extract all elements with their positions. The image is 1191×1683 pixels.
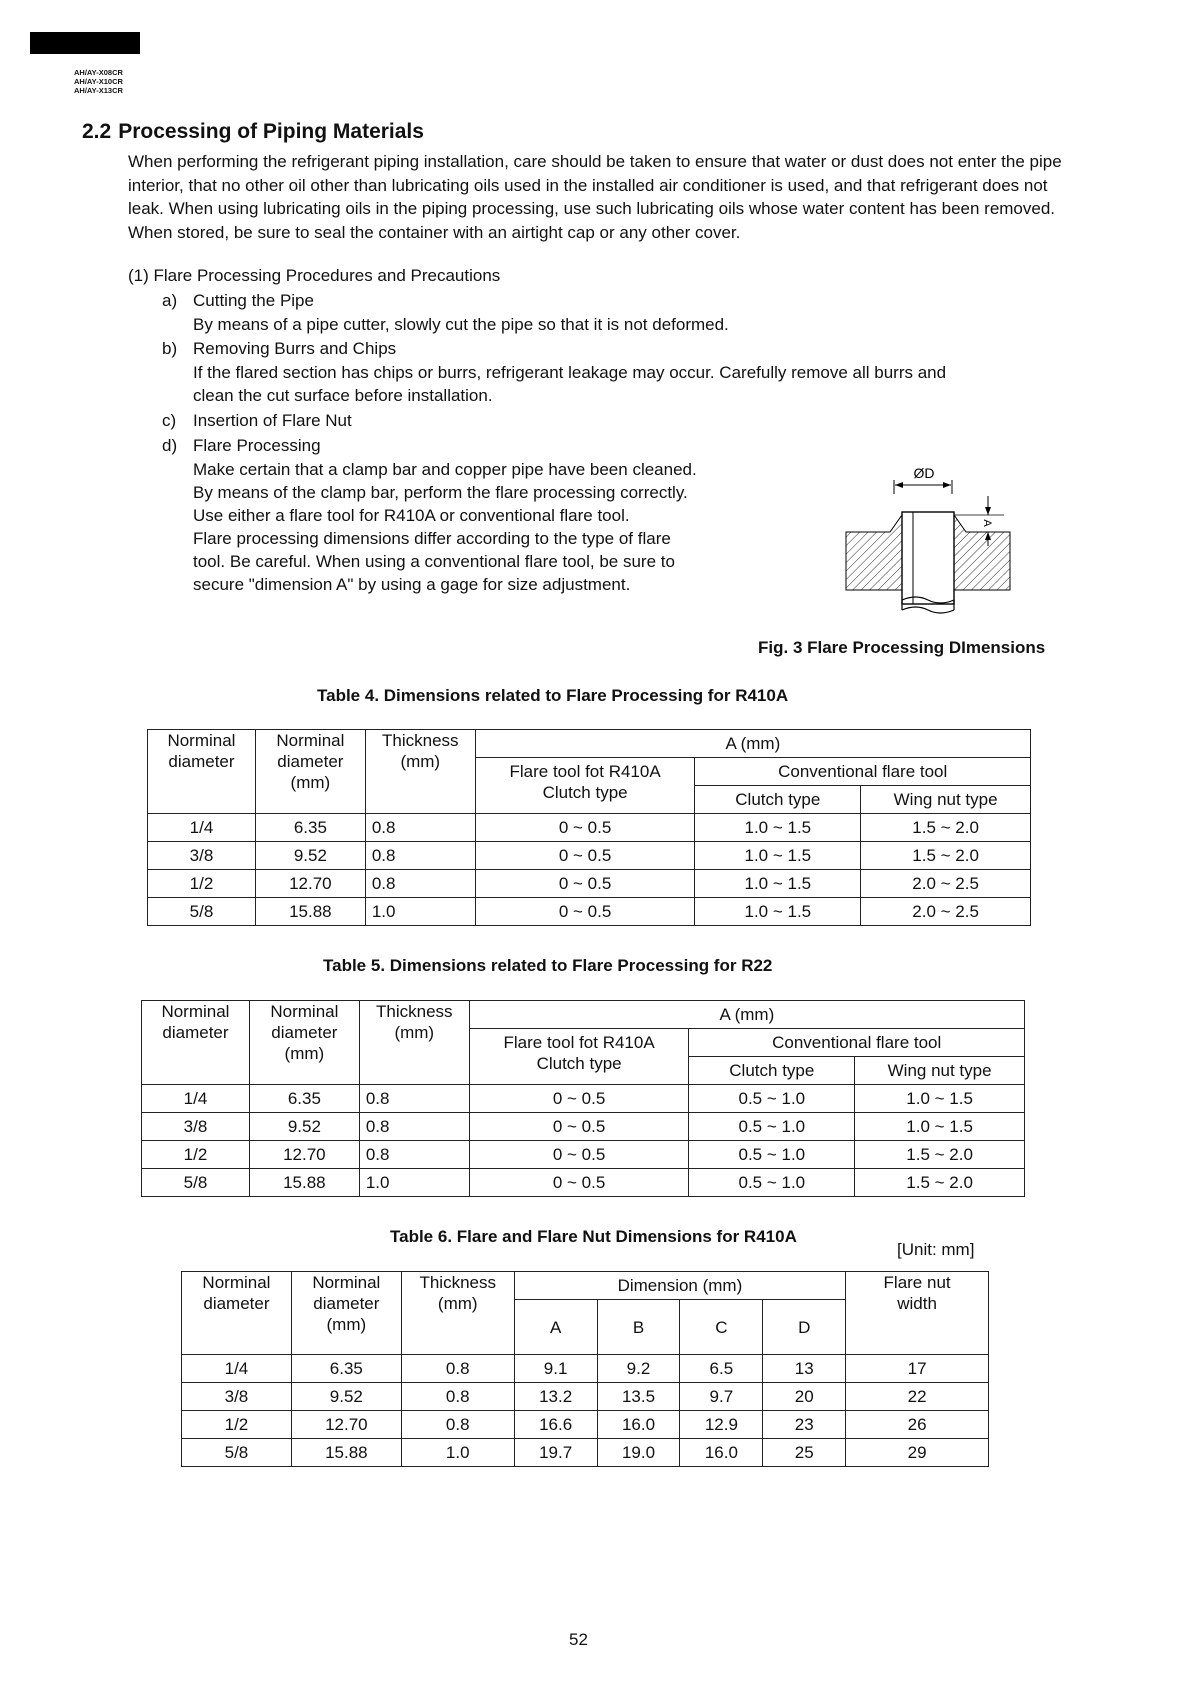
step-title: Flare Processing (193, 436, 321, 455)
step-d-title (162, 434, 321, 457)
header-cell: Norminal diameter (mm) (255, 730, 365, 814)
table-cell: 20 (763, 1383, 846, 1411)
diameter-label: ØD (913, 465, 935, 481)
table-cell: 0 ~ 0.5 (475, 814, 695, 842)
table-cell: 15.88 (249, 1169, 359, 1197)
header-cell: A (mm) (475, 730, 1030, 758)
table-row (182, 1355, 989, 1383)
table-cell: 22 (846, 1383, 989, 1411)
header-cell: Flare nut width (846, 1272, 989, 1355)
table-cell: 13.2 (514, 1383, 597, 1411)
table-row (142, 1169, 1025, 1197)
table-cell: 6.35 (249, 1085, 359, 1113)
step-b-body-line: If the flared section has chips or burrs, refrigerant leakage may occur. Carefully remove all burrs and (193, 363, 947, 382)
unit-label: [Unit: mm] (897, 1240, 975, 1259)
table-cell: 9.2 (597, 1355, 680, 1383)
table-cell: 9.7 (680, 1383, 763, 1411)
dimension-a-label: A (981, 519, 993, 527)
table-cell: 0.5 ~ 1.0 (689, 1113, 855, 1141)
header-cell: C (680, 1300, 763, 1355)
table-cell: 1.0 ~ 1.5 (855, 1113, 1025, 1141)
header-cell: Norminal diameter (142, 1001, 250, 1085)
header-cell: Flare tool fot R410A Clutch type (475, 758, 695, 814)
table-cell: 0 ~ 0.5 (475, 898, 695, 926)
table-cell: 1.0 ~ 1.5 (855, 1085, 1025, 1113)
table-cell: 6.35 (255, 814, 365, 842)
table-row (142, 1085, 1025, 1113)
table-cell: 9.52 (291, 1383, 401, 1411)
table-cell: 12.70 (255, 870, 365, 898)
header-cell: Norminal diameter (148, 730, 256, 814)
table-cell: 15.88 (291, 1439, 401, 1467)
table-cell: 3/8 (142, 1113, 250, 1141)
table-row (148, 814, 1031, 842)
table-cell: 12.70 (291, 1411, 401, 1439)
table-cell: 5/8 (182, 1439, 292, 1467)
table-cell: 17 (846, 1355, 989, 1383)
table-cell: 1.0 (401, 1439, 514, 1467)
model-number: AH/AY-X13CR (74, 86, 123, 95)
header-cell: Thickness (mm) (365, 730, 475, 814)
table-cell: 2.0 ~ 2.5 (861, 870, 1031, 898)
header-cell: Flare tool fot R410A Clutch type (469, 1029, 689, 1085)
table-cell: 0.8 (365, 814, 475, 842)
table-cell: 15.88 (255, 898, 365, 926)
step-d-body-line: secure "dimension A" by using a gage for size adjustment. (193, 575, 631, 594)
header-cell: Norminal diameter (182, 1272, 292, 1355)
header-cell: Wing nut type (861, 786, 1031, 814)
table-cell: 13.5 (597, 1383, 680, 1411)
table-cell: 9.1 (514, 1355, 597, 1383)
header-cell: Conventional flare tool (695, 758, 1031, 786)
table-row (148, 898, 1031, 926)
table-row (182, 1411, 989, 1439)
table-cell: 12.70 (249, 1141, 359, 1169)
table-cell: 23 (763, 1411, 846, 1439)
table-cell: 1/4 (148, 814, 256, 842)
step-a-title (162, 289, 314, 312)
table-cell: 1/2 (182, 1411, 292, 1439)
table-cell: 0 ~ 0.5 (475, 870, 695, 898)
table-cell: 1.0 ~ 1.5 (695, 842, 861, 870)
model-numbers (74, 68, 123, 95)
table-cell: 16.0 (597, 1411, 680, 1439)
page-number: 52 (569, 1630, 588, 1649)
table-cell: 3/8 (182, 1383, 292, 1411)
step-c-title (162, 409, 352, 432)
table-cell: 5/8 (148, 898, 256, 926)
header-cell: Clutch type (689, 1057, 855, 1085)
step-d-body-line: Flare processing dimensions differ according to the type of flare (193, 529, 671, 548)
procedures-heading: (1) Flare Processing Procedures and Precautions (128, 266, 501, 285)
table-cell: 29 (846, 1439, 989, 1467)
header-black-bar (30, 32, 140, 54)
table-row (182, 1383, 989, 1411)
table-cell: 0.8 (359, 1113, 469, 1141)
table5-caption: Table 5. Dimensions related to Flare Processing for R22 (323, 956, 773, 975)
header-cell: B (597, 1300, 680, 1355)
table-cell: 0.5 ~ 1.0 (689, 1085, 855, 1113)
table-cell: 1.5 ~ 2.0 (861, 842, 1031, 870)
table-cell: 1/4 (182, 1355, 292, 1383)
table-cell: 0 ~ 0.5 (469, 1141, 689, 1169)
step-label: a) (162, 291, 178, 310)
table-cell: 0.5 ~ 1.0 (689, 1141, 855, 1169)
table-cell: 1.5 ~ 2.0 (855, 1141, 1025, 1169)
step-b-title (162, 337, 396, 360)
table-cell: 1.0 ~ 1.5 (695, 814, 861, 842)
table-cell: 19.7 (514, 1439, 597, 1467)
step-title: Insertion of Flare Nut (193, 411, 352, 430)
table-cell: 19.0 (597, 1439, 680, 1467)
step-a-body: By means of a pipe cutter, slowly cut the pipe so that it is not deformed. (193, 315, 729, 334)
table-cell: 0.8 (365, 842, 475, 870)
step-label: c) (162, 411, 177, 430)
header-cell: A (mm) (469, 1001, 1024, 1029)
table-cell: 2.0 ~ 2.5 (861, 898, 1031, 926)
table-cell: 13 (763, 1355, 846, 1383)
header-cell: Norminal diameter (mm) (291, 1272, 401, 1355)
table-cell: 1.5 ~ 2.0 (855, 1169, 1025, 1197)
table-cell: 0.8 (401, 1411, 514, 1439)
table-cell: 0.8 (359, 1141, 469, 1169)
section-number: 2.2 (82, 120, 112, 143)
step-title: Removing Burrs and Chips (193, 339, 397, 358)
header-cell: Thickness (mm) (401, 1272, 514, 1355)
header-cell: A (514, 1300, 597, 1355)
table-cell: 25 (763, 1439, 846, 1467)
flare-dimension-figure (838, 460, 1018, 630)
table-cell: 3/8 (148, 842, 256, 870)
section-title (82, 120, 424, 144)
step-title: Cutting the Pipe (193, 291, 314, 310)
step-label: d) (162, 436, 178, 455)
table-cell: 1/2 (148, 870, 256, 898)
table-cell: 6.5 (680, 1355, 763, 1383)
table-cell: 0.5 ~ 1.0 (689, 1169, 855, 1197)
table-row (182, 1439, 989, 1467)
header-cell: Conventional flare tool (689, 1029, 1025, 1057)
table4-caption: Table 4. Dimensions related to Flare Processing for R410A (317, 686, 789, 705)
table-row (148, 870, 1031, 898)
figure-caption: Fig. 3 Flare Processing DImensions (758, 638, 1046, 657)
table-cell: 26 (846, 1411, 989, 1439)
table-cell: 0 ~ 0.5 (469, 1113, 689, 1141)
header-cell: Norminal diameter (mm) (249, 1001, 359, 1085)
table6 (181, 1271, 989, 1467)
table-cell: 9.52 (249, 1113, 359, 1141)
table-cell: 0.8 (401, 1355, 514, 1383)
table-cell: 6.35 (291, 1355, 401, 1383)
table-cell: 0 ~ 0.5 (469, 1085, 689, 1113)
table-row (142, 1141, 1025, 1169)
header-cell: Thickness (mm) (359, 1001, 469, 1085)
table-cell: 12.9 (680, 1411, 763, 1439)
table5 (141, 1000, 1025, 1197)
step-d-body-line: Use either a flare tool for R410A or conventional flare tool. (193, 506, 630, 525)
header-cell: Dimension (mm) (514, 1272, 845, 1300)
table-cell: 0 ~ 0.5 (469, 1169, 689, 1197)
table-row (142, 1113, 1025, 1141)
table-cell: 5/8 (142, 1169, 250, 1197)
model-number: AH/AY-X10CR (74, 77, 123, 86)
model-number: AH/AY-X08CR (74, 68, 123, 77)
header-cell: D (763, 1300, 846, 1355)
table-cell: 1/2 (142, 1141, 250, 1169)
intro-paragraph: When performing the refrigerant piping installation, care should be taken to ensure that water or dust does not enter the pipe interior, that no other oil other than lubricating oils used in the installed air conditioner is used, and that refrigerant does not leak. When using lubricating oils in the piping processing, use such lubricating oils whose water content has been removed. When stored, be sure to seal the container with an airtight cap or any other cover. (128, 152, 1062, 242)
table4 (147, 729, 1031, 926)
step-d-body-line: By means of the clamp bar, perform the flare processing correctly. (193, 483, 688, 502)
table-row (148, 842, 1031, 870)
table-cell: 1.5 ~ 2.0 (861, 814, 1031, 842)
section-title-text: Processing of Piping Materials (118, 120, 424, 143)
table-cell: 1.0 ~ 1.5 (695, 870, 861, 898)
table-cell: 1.0 (359, 1169, 469, 1197)
step-d-body-line: Make certain that a clamp bar and copper pipe have been cleaned. (193, 460, 697, 479)
step-label: b) (162, 339, 178, 358)
step-d-body-line: tool. Be careful. When using a conventional flare tool, be sure to (193, 552, 675, 571)
table-cell: 16.0 (680, 1439, 763, 1467)
table-cell: 0.8 (365, 870, 475, 898)
table-cell: 1/4 (142, 1085, 250, 1113)
table6-caption: Table 6. Flare and Flare Nut Dimensions for R410A (390, 1227, 797, 1246)
table-cell: 0 ~ 0.5 (475, 842, 695, 870)
table-cell: 1.0 ~ 1.5 (695, 898, 861, 926)
table-cell: 16.6 (514, 1411, 597, 1439)
header-cell: Wing nut type (855, 1057, 1025, 1085)
table-cell: 0.8 (359, 1085, 469, 1113)
step-b-body-line: clean the cut surface before installation. (193, 386, 493, 405)
table-cell: 0.8 (401, 1383, 514, 1411)
header-cell: Clutch type (695, 786, 861, 814)
table-cell: 1.0 (365, 898, 475, 926)
table-cell: 9.52 (255, 842, 365, 870)
